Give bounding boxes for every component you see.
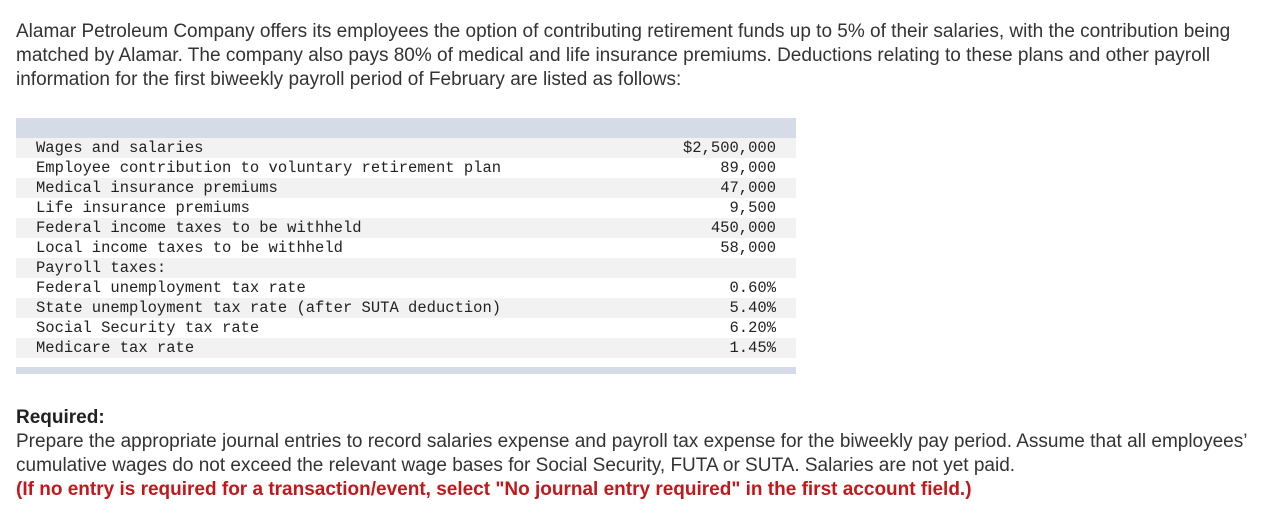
row-amount: 9,500 <box>649 198 796 218</box>
table-row <box>16 158 796 178</box>
row-label: Medical insurance premiums <box>16 178 649 198</box>
required-note: (If no entry is required for a transaction/event, select "No journal entry required" in the first account field.) <box>16 479 972 500</box>
row-label: Medicare tax rate <box>16 338 649 358</box>
row-amount: 0.60% <box>649 278 796 298</box>
row-amount: 58,000 <box>649 238 796 258</box>
row-label: State unemployment tax rate (after SUTA deduction) <box>16 298 649 318</box>
table-row-section-heading <box>16 258 796 278</box>
row-amount: 6.20% <box>649 318 796 338</box>
row-amount: $2,500,000 <box>649 138 796 158</box>
row-amount <box>649 258 796 278</box>
payroll-data-table <box>16 118 796 374</box>
table-row <box>16 178 796 198</box>
table-footer-bar <box>16 367 796 374</box>
table-row <box>16 218 796 238</box>
row-amount: 5.40% <box>649 298 796 318</box>
required-section <box>16 406 1256 502</box>
table-row <box>16 298 796 318</box>
table-row <box>16 318 796 338</box>
payroll-table-body <box>16 138 796 358</box>
row-label: Payroll taxes: <box>16 258 649 278</box>
table-row <box>16 138 796 158</box>
payroll-table <box>16 138 796 358</box>
table-row <box>16 198 796 218</box>
table-row <box>16 338 796 358</box>
problem-intro: Alamar Petroleum Company offers its employees the option of contributing retirement funds up to 5% of their salaries, with the contribution being matched by Alamar. The company also pays 80% of medical and life insurance premiums. Deductions relating to these plans and other payroll information for the first biweekly payroll period of February are listed as follows: <box>16 21 1231 90</box>
row-amount: 89,000 <box>649 158 796 178</box>
row-label: Federal unemployment tax rate <box>16 278 649 298</box>
row-label: Federal income taxes to be withheld <box>16 218 649 238</box>
table-row <box>16 278 796 298</box>
row-label: Social Security tax rate <box>16 318 649 338</box>
table-header-bar <box>16 118 796 138</box>
row-amount: 47,000 <box>649 178 796 198</box>
row-label: Life insurance premiums <box>16 198 649 218</box>
row-amount: 450,000 <box>649 218 796 238</box>
row-label: Employee contribution to voluntary retirement plan <box>16 158 649 178</box>
table-row <box>16 238 796 258</box>
row-amount: 1.45% <box>649 338 796 358</box>
row-label: Wages and salaries <box>16 138 649 158</box>
row-label: Local income taxes to be withheld <box>16 238 649 258</box>
required-heading: Required: <box>16 407 105 428</box>
required-instructions: Prepare the appropriate journal entries to record salaries expense and payroll tax expense for the biweekly pay period. Assume that all employees’ cumulative wages do not exceed the relevant wage bases for Social Security, FUTA or SUTA. Salaries are not yet paid. <box>16 431 1247 476</box>
